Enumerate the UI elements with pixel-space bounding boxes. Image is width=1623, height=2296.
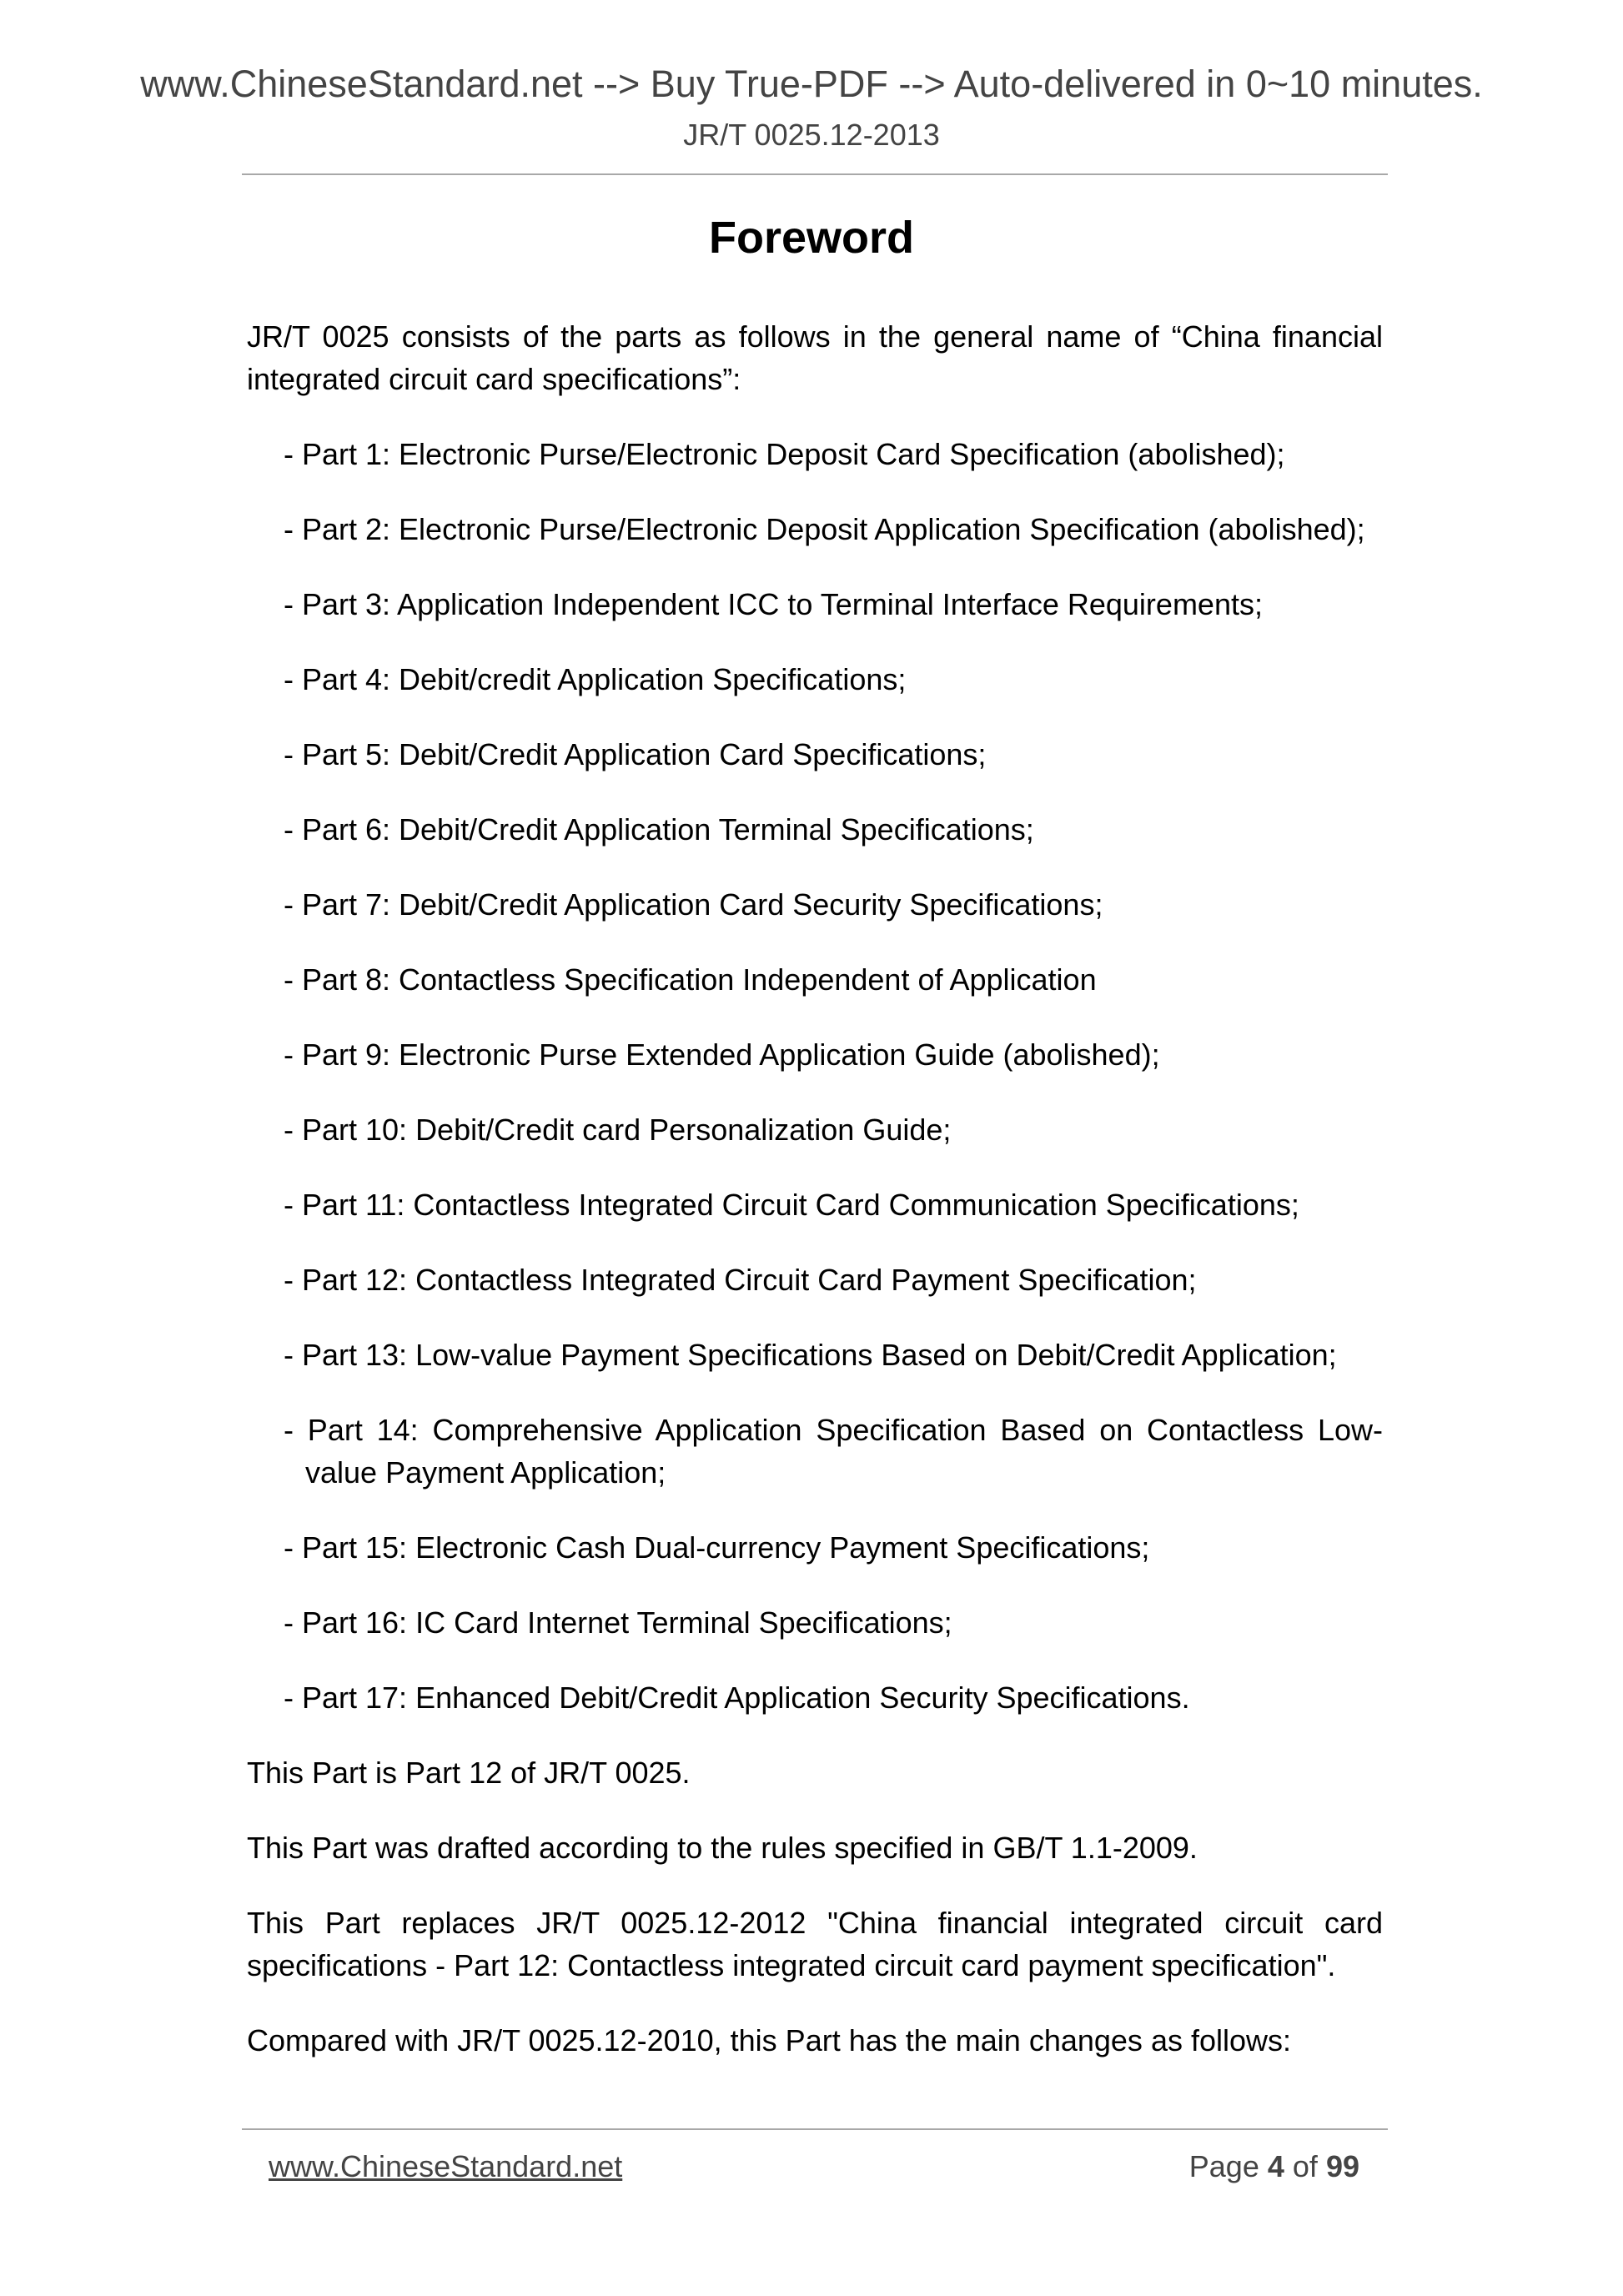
page-number: 4 (1267, 2149, 1284, 2183)
list-item: - Part 8: Contactless Specification Independent of Application (284, 962, 1097, 997)
body-paragraph: Compared with JR/T 0025.12-2010, this Part has the main changes as follows: (247, 2023, 1292, 2057)
document-body (247, 315, 1383, 2062)
list-item: - Part 2: Electronic Purse/Electronic Deposit Application Specification (abolished); (284, 512, 1365, 546)
intro-paragraph: JR/T 0025 consists of the parts as follows in the general name of “China financial integrated circuit card specifications”: (247, 319, 1383, 396)
standard-code: JR/T 0025.12-2013 (683, 118, 940, 152)
footer-divider (242, 2128, 1388, 2130)
body-paragraph: This Part replaces JR/T 0025.12-2012 "China financial integrated circuit card specifications - Part 12: Contactless integrated circuit card payment specification". (247, 1906, 1383, 1982)
list-item: - Part 5: Debit/Credit Application Card Specifications; (284, 737, 987, 771)
list-item: - Part 4: Debit/credit Application Specifications; (284, 662, 907, 696)
page-indicator (1188, 2149, 1359, 2183)
list-item: - Part 16: IC Card Internet Terminal Specifications; (284, 1605, 952, 1640)
body-paragraph: This Part was drafted according to the rules specified in GB/T 1.1-2009. (247, 1831, 1198, 1865)
list-item: - Part 9: Electronic Purse Extended Application Guide (abolished); (284, 1037, 1160, 1072)
list-item: - Part 10: Debit/Credit card Personalization Guide; (284, 1113, 952, 1147)
footer-site-link[interactable]: www.ChineseStandard.net (269, 2149, 623, 2183)
list-item: - Part 6: Debit/Credit Application Terminal Specifications; (284, 812, 1034, 847)
list-item: - Part 13: Low-value Payment Specifications Based on Debit/Credit Application; (284, 1338, 1337, 1372)
list-item: - Part 17: Enhanced Debit/Credit Application Security Specifications. (284, 1681, 1190, 1715)
list-item: - Part 7: Debit/Credit Application Card Security Specifications; (284, 887, 1103, 922)
header-banner: www.ChineseStandard.net --> Buy True-PDF --> Auto-delivered in 0~10 minutes. (140, 63, 1483, 105)
list-item: - Part 15: Electronic Cash Dual-currency Payment Specifications; (284, 1530, 1150, 1565)
page-of: of (1292, 2149, 1318, 2183)
list-item: - Part 12: Contactless Integrated Circuit Card Payment Specification; (284, 1263, 1197, 1297)
parts-list (247, 433, 1383, 1719)
page-title: Foreword (708, 213, 914, 263)
list-item: - Part 3: Application Independent ICC to Terminal Interface Requirements; (284, 587, 1263, 621)
page-total: 99 (1325, 2149, 1359, 2183)
body-paragraph: This Part is Part 12 of JR/T 0025. (247, 1756, 691, 1790)
header-divider (242, 173, 1388, 175)
page-prefix: Page (1188, 2149, 1259, 2183)
list-item: - Part 14: Comprehensive Application Specification Based on Contactless Low-value Payment Application; (284, 1413, 1383, 1490)
list-item: - Part 11: Contactless Integrated Circuit Card Communication Specifications; (284, 1188, 1299, 1222)
list-item: - Part 1: Electronic Purse/Electronic Deposit Card Specification (abolished); (284, 437, 1285, 471)
